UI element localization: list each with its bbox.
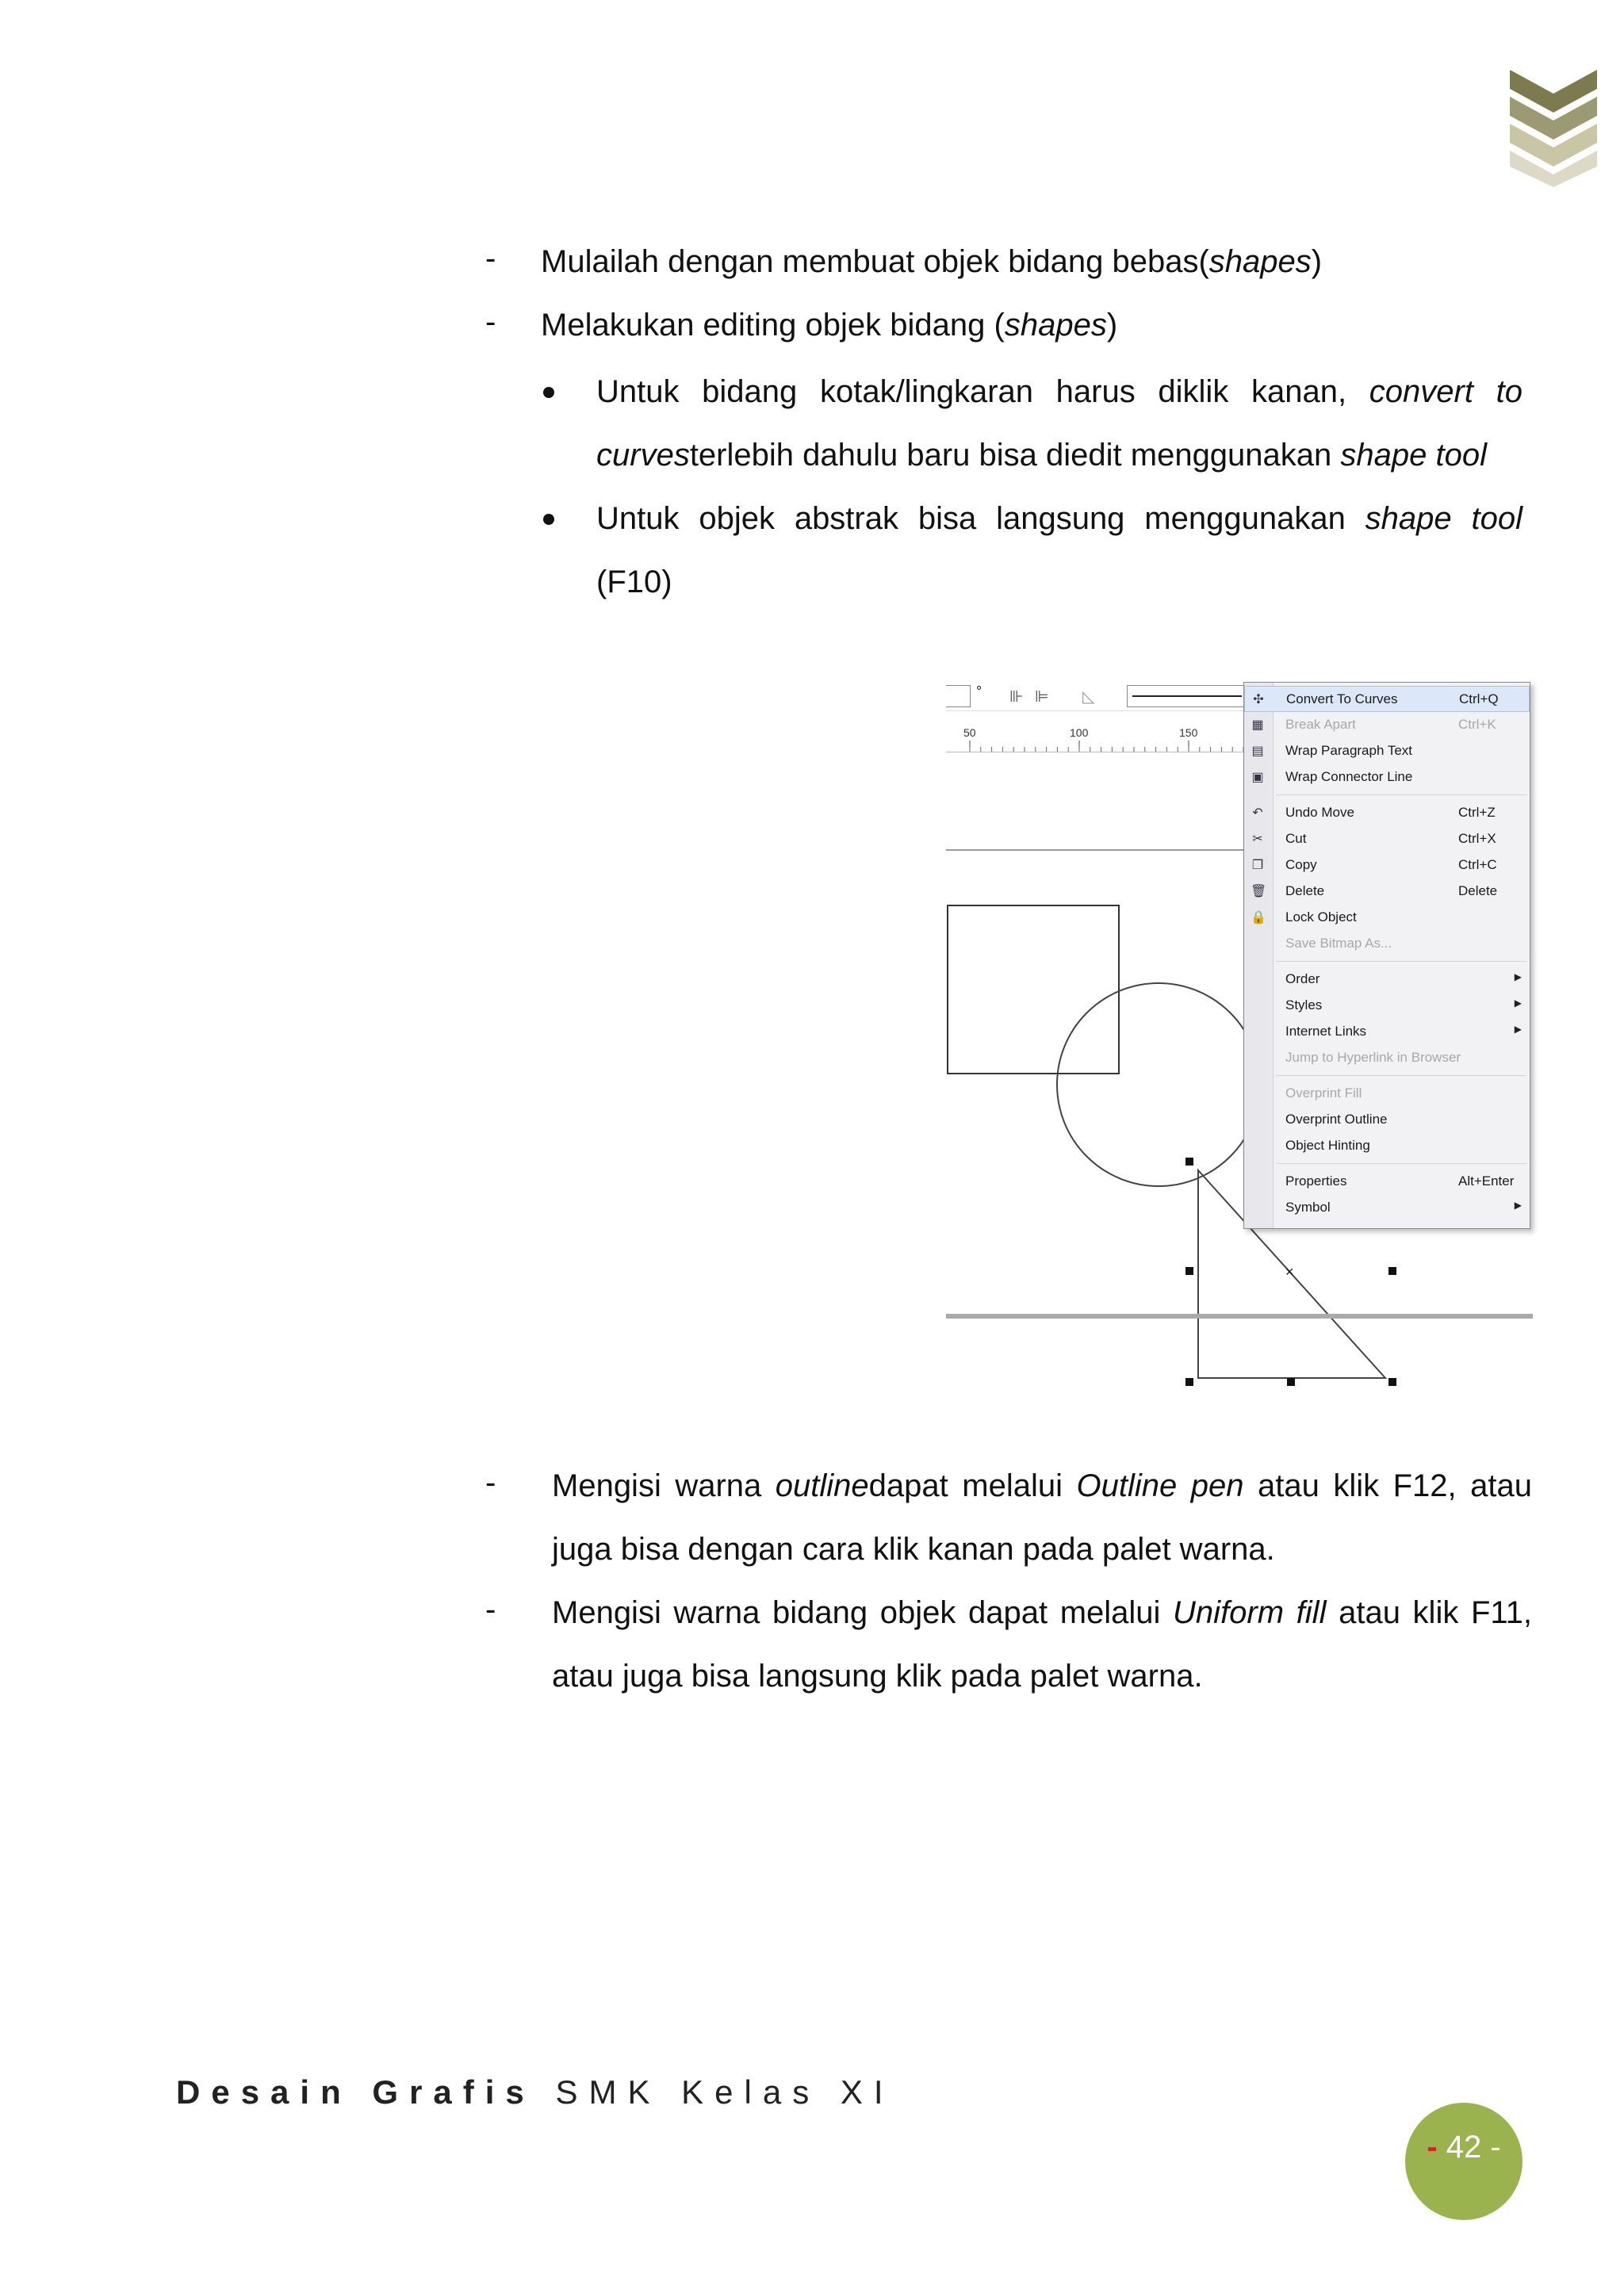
menu-separator [1276,1163,1526,1164]
wrap-connector-icon: ▣ [1251,771,1264,784]
menu-item[interactable] [1244,738,1530,764]
submenu-arrow-icon: ▶ [1514,1024,1522,1035]
menu-item-shortcut: Ctrl+X [1458,831,1496,846]
context-menu [1243,682,1530,1229]
menu-item-shortcut: Delete [1458,883,1498,898]
menu-item[interactable] [1244,1045,1530,1071]
menu-item[interactable] [1244,1195,1530,1221]
italic-text: outline [775,1468,869,1503]
menu-item[interactable] [1244,905,1530,931]
submenu-arrow-icon: ▶ [1514,971,1522,982]
footer-title-rest: SMK Kelas XI [534,2073,894,2111]
bottom-item-1-line-1 [552,1454,1532,1518]
sub-item-2-line-1 [596,487,1522,550]
submenu-arrow-icon: ▶ [1514,997,1522,1009]
bullet-1 [543,387,554,398]
skew-icon: ◺ [1082,688,1095,706]
menu-item-label: Order [1285,971,1320,986]
list-dash-1: - [485,241,496,276]
italic-text: Uniform fill [1173,1595,1327,1630]
italic-text: curves [596,438,690,473]
text-run: ) [1106,308,1118,343]
list-dash-2: - [485,304,496,339]
italic-text: shape tool [1340,438,1487,473]
text-run: ) [1311,244,1323,279]
corel-screenshot [946,682,1533,1388]
break-apart-icon: ▦ [1251,718,1264,732]
copy-icon: ❐ [1251,859,1264,872]
bottom-item-2-line-1 [552,1581,1532,1644]
page-number-badge [1405,2103,1522,2220]
undo-icon: ↶ [1252,806,1263,820]
text-run: juga bisa dengan cara klik kanan pada palet warna. [552,1532,1275,1567]
list-dash-3: - [485,1465,496,1500]
menu-item-label: Symbol [1285,1200,1331,1215]
menu-item-label: Convert To Curves [1286,691,1398,706]
menu-item-label: Properties [1285,1173,1347,1189]
menu-item-label: Wrap Paragraph Text [1285,743,1413,758]
page-dash: - [1427,2130,1438,2165]
degree-label: ° [976,683,982,699]
submenu-arrow-icon: ▶ [1514,1200,1522,1211]
menu-item-shortcut: Ctrl+C [1458,857,1497,872]
ruler-number: 100 [1070,726,1089,739]
menu-item[interactable] [1244,1019,1530,1045]
menu-separator [1276,961,1526,962]
menu-item[interactable] [1244,826,1530,852]
text-run: Mengisi warna bidang objek dapat melalui [552,1595,1174,1630]
bullet-2 [543,514,554,525]
menu-item[interactable] [1244,993,1530,1019]
circle-shape [1057,983,1260,1186]
text-run: dapat melalui [868,1468,1077,1503]
trash-icon: 🗑 [1251,885,1267,898]
square-shape [948,905,1119,1074]
menu-separator [1276,794,1526,795]
distribute-icon: ⊫ [1035,688,1049,706]
menu-item-label: Cut [1285,831,1307,846]
text-run: terlebih dahulu baru bisa diedit menggunakan [689,438,1341,473]
center-mark: × [1285,1264,1294,1280]
menu-item-label: Save Bitmap As... [1285,936,1392,951]
sub-item-1-line-1 [596,360,1522,423]
list-item-2 [541,293,1540,357]
menu-item[interactable] [1244,967,1530,993]
sub-item-2-line-2 [596,550,1522,614]
menu-item-label: Copy [1285,857,1317,872]
ruler-number: 150 [1179,726,1198,739]
menu-item-label: Delete [1285,883,1325,898]
italic-text: shape tool [1365,501,1522,536]
list-item-1 [541,230,1540,293]
footer-title-bold: Desain Grafis [176,2073,535,2111]
menu-item[interactable] [1244,1169,1530,1195]
footer-title [176,2073,894,2111]
menu-item-label: Break Apart [1285,717,1356,732]
chevron-decoration-icon [1510,70,1597,187]
menu-item-label: Styles [1285,997,1323,1013]
menu-item[interactable] [1244,852,1530,879]
menu-item[interactable] [1244,931,1530,957]
text-run: Mulailah dengan membuat objek bidang bebas( [541,244,1209,279]
menu-item-label: Lock Object [1285,909,1357,924]
text-run: atau klik F11, [1326,1595,1533,1630]
list-dash-4: - [485,1592,496,1627]
menu-item-label: Jump to Hyperlink in Browser [1285,1050,1461,1065]
ruler-number: 50 [963,726,976,739]
menu-separator [1276,1075,1526,1076]
text-run: atau juga bisa langsung klik pada palet warna. [552,1659,1203,1694]
align-icon: ⊪ [1009,688,1024,706]
menu-item[interactable] [1244,686,1530,712]
sub-item-1-line-2 [596,423,1522,487]
text-run: Untuk objek abstrak bisa langsung menggunakan [596,501,1365,536]
lock-icon: 🔒 [1251,911,1266,924]
menu-item[interactable] [1244,1107,1530,1133]
menu-item-shortcut: Ctrl+Q [1459,691,1499,706]
italic-text: shapes [1004,308,1107,343]
menu-item[interactable] [1244,800,1530,826]
bottom-item-2-line-2 [552,1644,1532,1708]
scissors-icon: ✂ [1252,833,1263,846]
menu-item-label: Object Hinting [1285,1138,1370,1153]
italic-text: convert to [1369,374,1522,409]
text-run: Mengisi warna [552,1468,776,1503]
menu-item[interactable] [1244,1133,1530,1159]
menu-item[interactable] [1244,712,1530,738]
wrap-text-icon: ▤ [1251,745,1264,758]
text-run: (F10) [596,565,672,599]
menu-item-label: Overprint Outline [1285,1112,1388,1127]
menu-item[interactable] [1244,879,1530,905]
menu-item-shortcut: Ctrl+Z [1458,805,1496,820]
menu-item[interactable] [1244,1081,1530,1107]
bottom-item-1-line-2 [552,1518,1532,1581]
menu-item-label: Internet Links [1285,1024,1367,1039]
menu-item[interactable] [1244,764,1530,790]
convert-curves-icon: ✣ [1253,693,1264,706]
menu-item-label: Overprint Fill [1285,1085,1362,1101]
menu-item-shortcut: Alt+Enter [1458,1173,1515,1189]
text-run: atau klik F12, atau [1243,1468,1533,1503]
menu-item-shortcut: Ctrl+K [1458,717,1496,732]
italic-text: shapes [1208,244,1312,279]
text-run: Untuk bidang kotak/lingkaran harus diklik kanan, [596,374,1369,409]
italic-text: Outline pen [1076,1468,1244,1503]
menu-item-label: Undo Move [1285,805,1354,820]
page-number: 42 - [1437,2130,1501,2165]
menu-item-label: Wrap Connector Line [1285,769,1413,784]
text-run: Melakukan editing objek bidang ( [541,308,1005,343]
